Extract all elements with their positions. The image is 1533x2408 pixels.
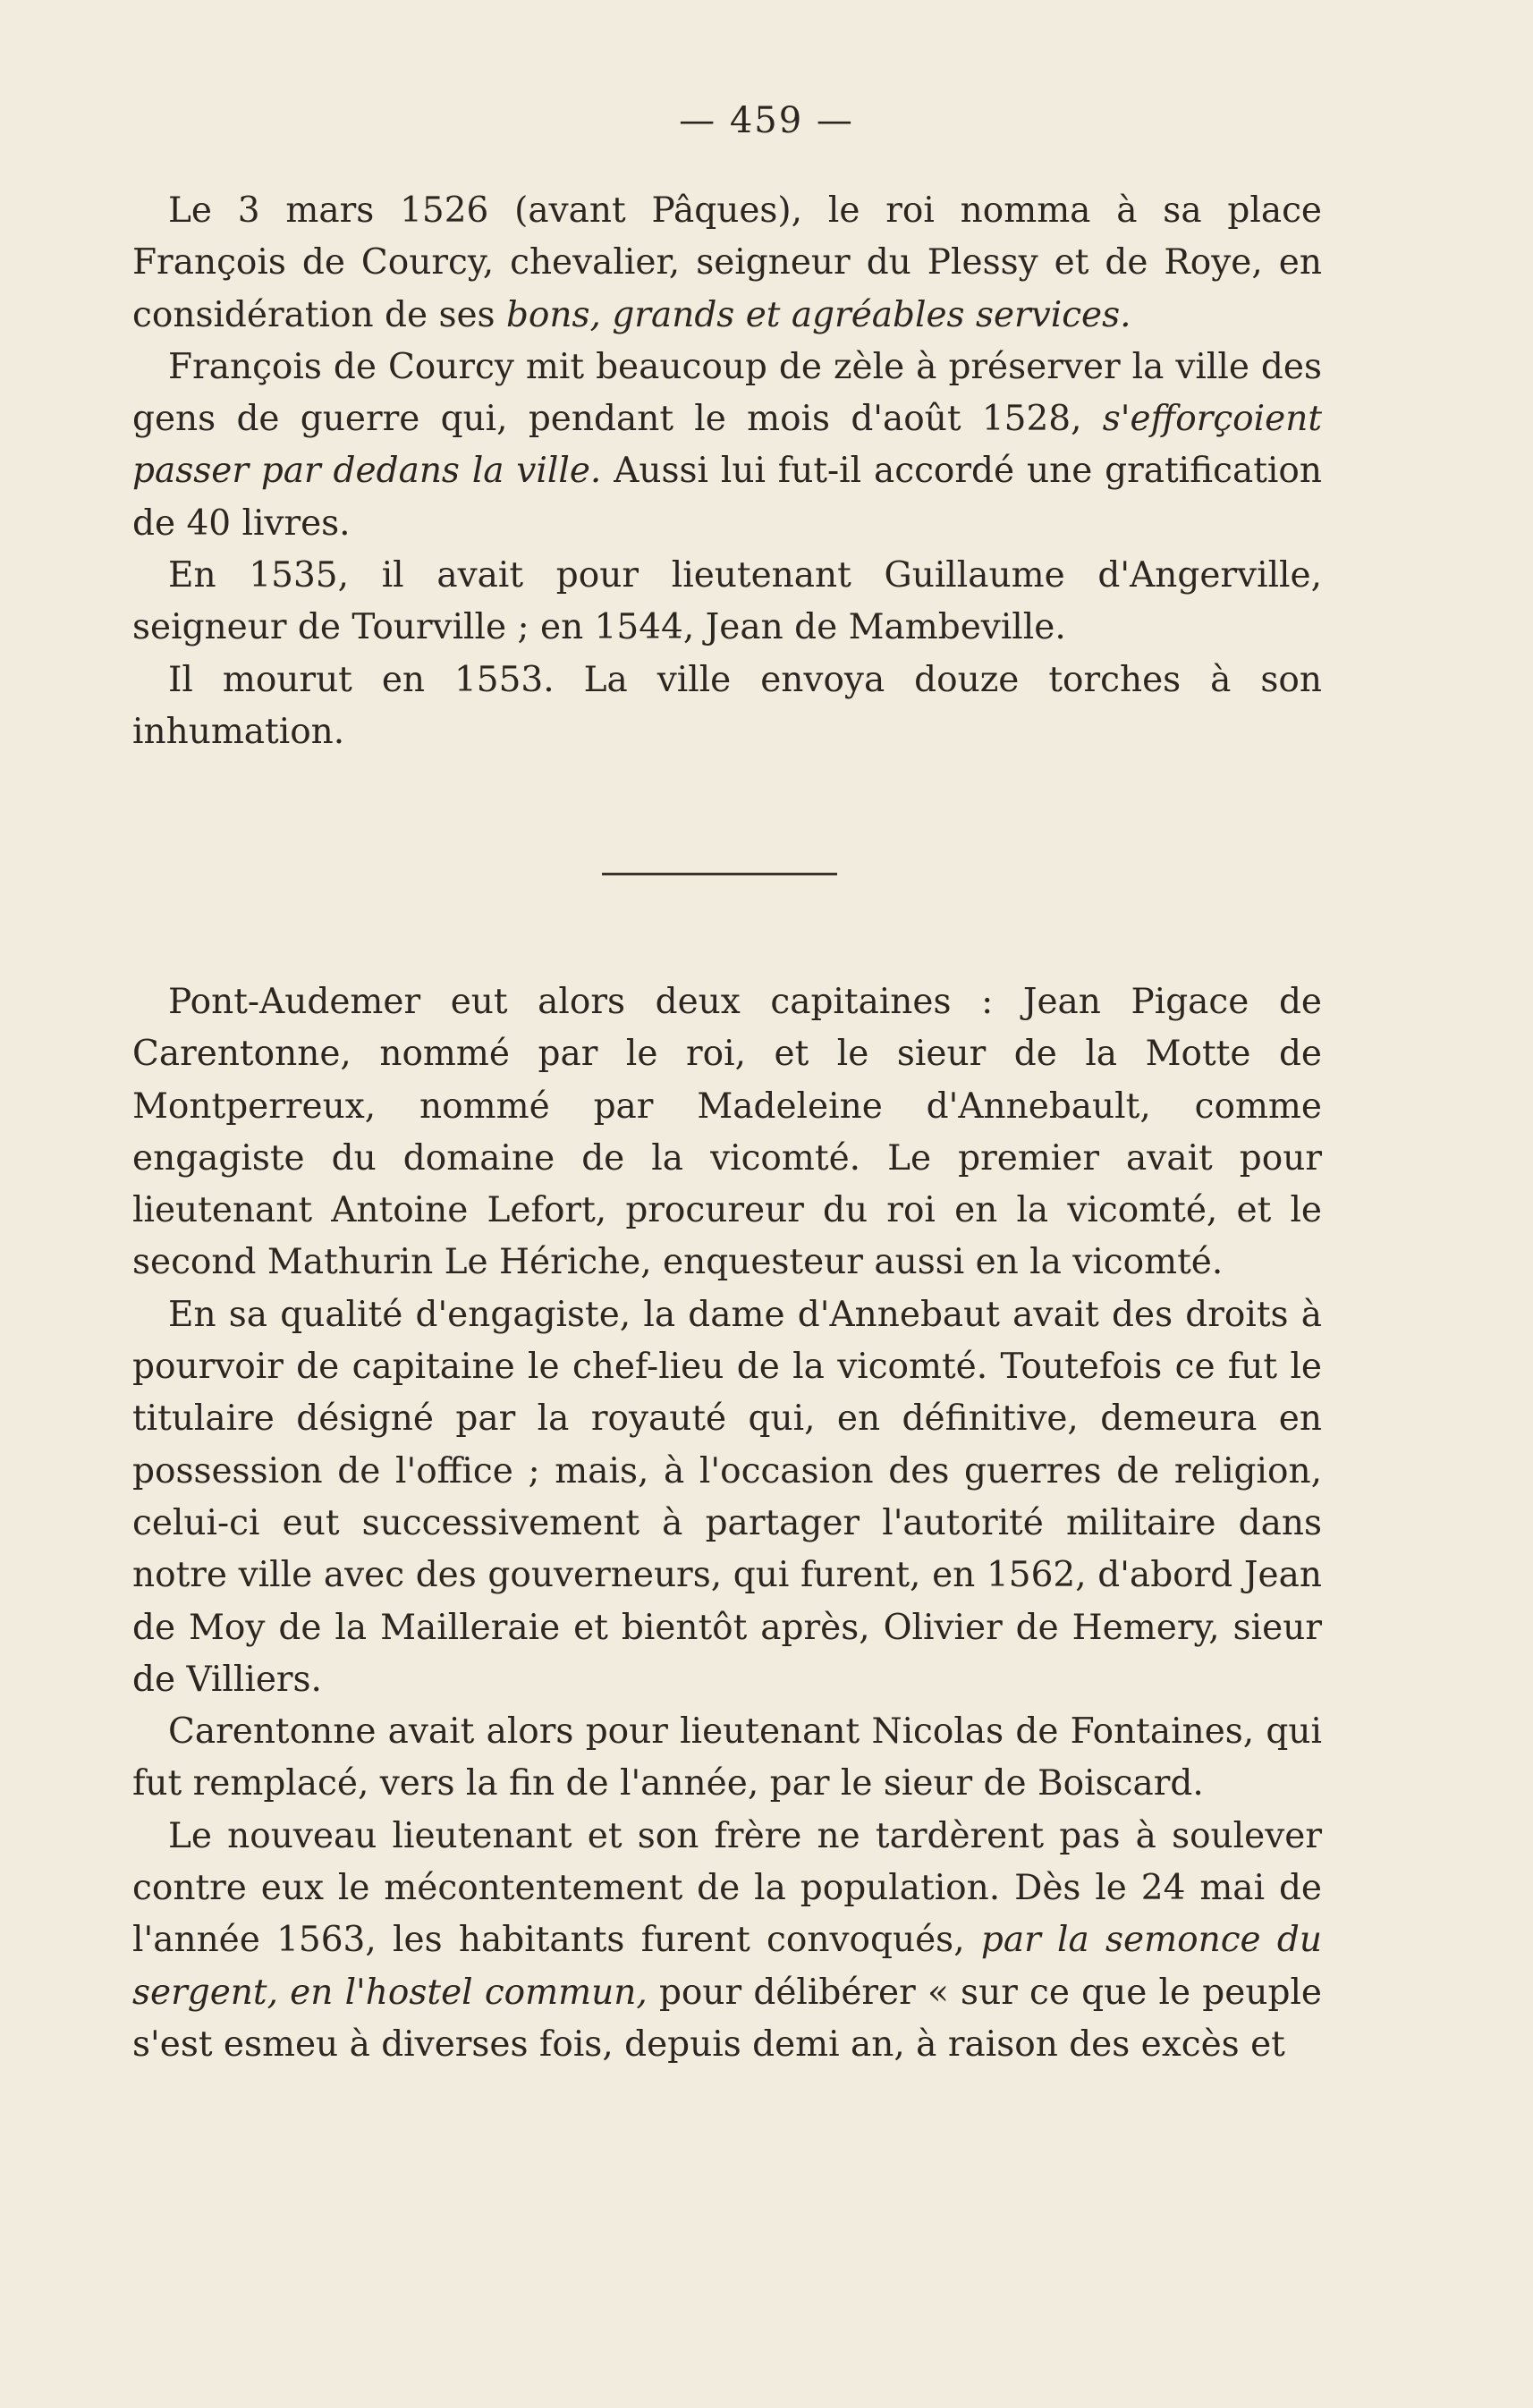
text-run: Carentonne avait alors pour lieutenant Nicolas de Fontaines, qui fut remplacé, vers la fin de l'année, par le sieur de Boiscard.: [132, 1711, 1322, 1804]
text-run: Pont-Audemer eut alors deux capitaines : Jean Pigace de Carentonne, nommé par le roi, et le sieur de la Motte de Montperreux, nommé par Madeleine d'Annebault, comme engagiste du domaine de la vicomté. Le premier avait pour lieutenant Antoine Lefort, procureur du roi en la vicomté, et le second Mathurin Le Hériche, enquesteur aussi en la vicomté.: [132, 982, 1322, 1283]
section-separator: [602, 873, 837, 875]
page-number: — 459 —: [679, 100, 854, 141]
text-run: François de Courcy mit beaucoup de zèle à préserver la ville des gens de guerre qui, pendant le mois d'août 1528,: [132, 346, 1322, 440]
text-run: En sa qualité d'engagiste, la dame d'Annebaut avait des droits à pourvoir de capitaine le chef-lieu de la vicomté. Toutefois ce fut le titulaire désigné par la royauté qui, en définitive, demeura en possession de l'office ; mais, à l'occasion des guerres de religion, celui-ci eut successivement à partager l'autorité militaire dans notre ville avec des gouverneurs, qui furent, en 1562, d'abord Jean de Moy de la Mailleraie et bientôt après, Olivier de Hemery, sieur de Villiers.: [132, 1294, 1322, 1700]
paragraph: [132, 185, 1322, 342]
paragraph: [132, 976, 1322, 1289]
paragraph: [132, 655, 1322, 759]
text-section-2: [132, 976, 1322, 2071]
text-run: Le 3 mars 1526 (avant Pâques), le roi nomma à sa place François de Courcy, chevalier, seigneur du Plessy et de Roye, en considération de ses: [132, 190, 1322, 335]
text-run: Le nouveau lieutenant et son frère ne tardèrent pas à soulever contre eux le mécontentement de la population. Dès le 24 mai de l'année 1563, les habitants furent convoqués,: [132, 1815, 1322, 1961]
paragraph: [132, 1811, 1322, 2071]
paragraph: [132, 342, 1322, 550]
italic-text-run: par la semonce du sergent, en l'hostel commun,: [132, 1920, 1322, 2013]
italic-text-run: bons, grands et agréables services.: [505, 294, 1131, 335]
text-run: Il mourut en 1553. La ville envoya douze torches à son inhumation.: [132, 659, 1322, 752]
text-section-1: [132, 185, 1322, 758]
paragraph: [132, 1289, 1322, 1706]
paragraph: [132, 550, 1322, 655]
text-run: Aussi lui fut-il accordé une gratification de 40 livres.: [132, 451, 1322, 544]
text-run: En 1535, il avait pour lieutenant Guillaume d'Angerville, seigneur de Tourville ; en 1544, Jean de Mambeville.: [132, 555, 1322, 648]
paragraph: [132, 1706, 1322, 1811]
italic-text-run: s'efforçoient passer par dedans la ville.: [132, 399, 1322, 492]
text-run: pour délibérer « sur ce que le peuple s'est esmeu à diverses fois, depuis demi an, à raison des excès et: [132, 1972, 1322, 2065]
